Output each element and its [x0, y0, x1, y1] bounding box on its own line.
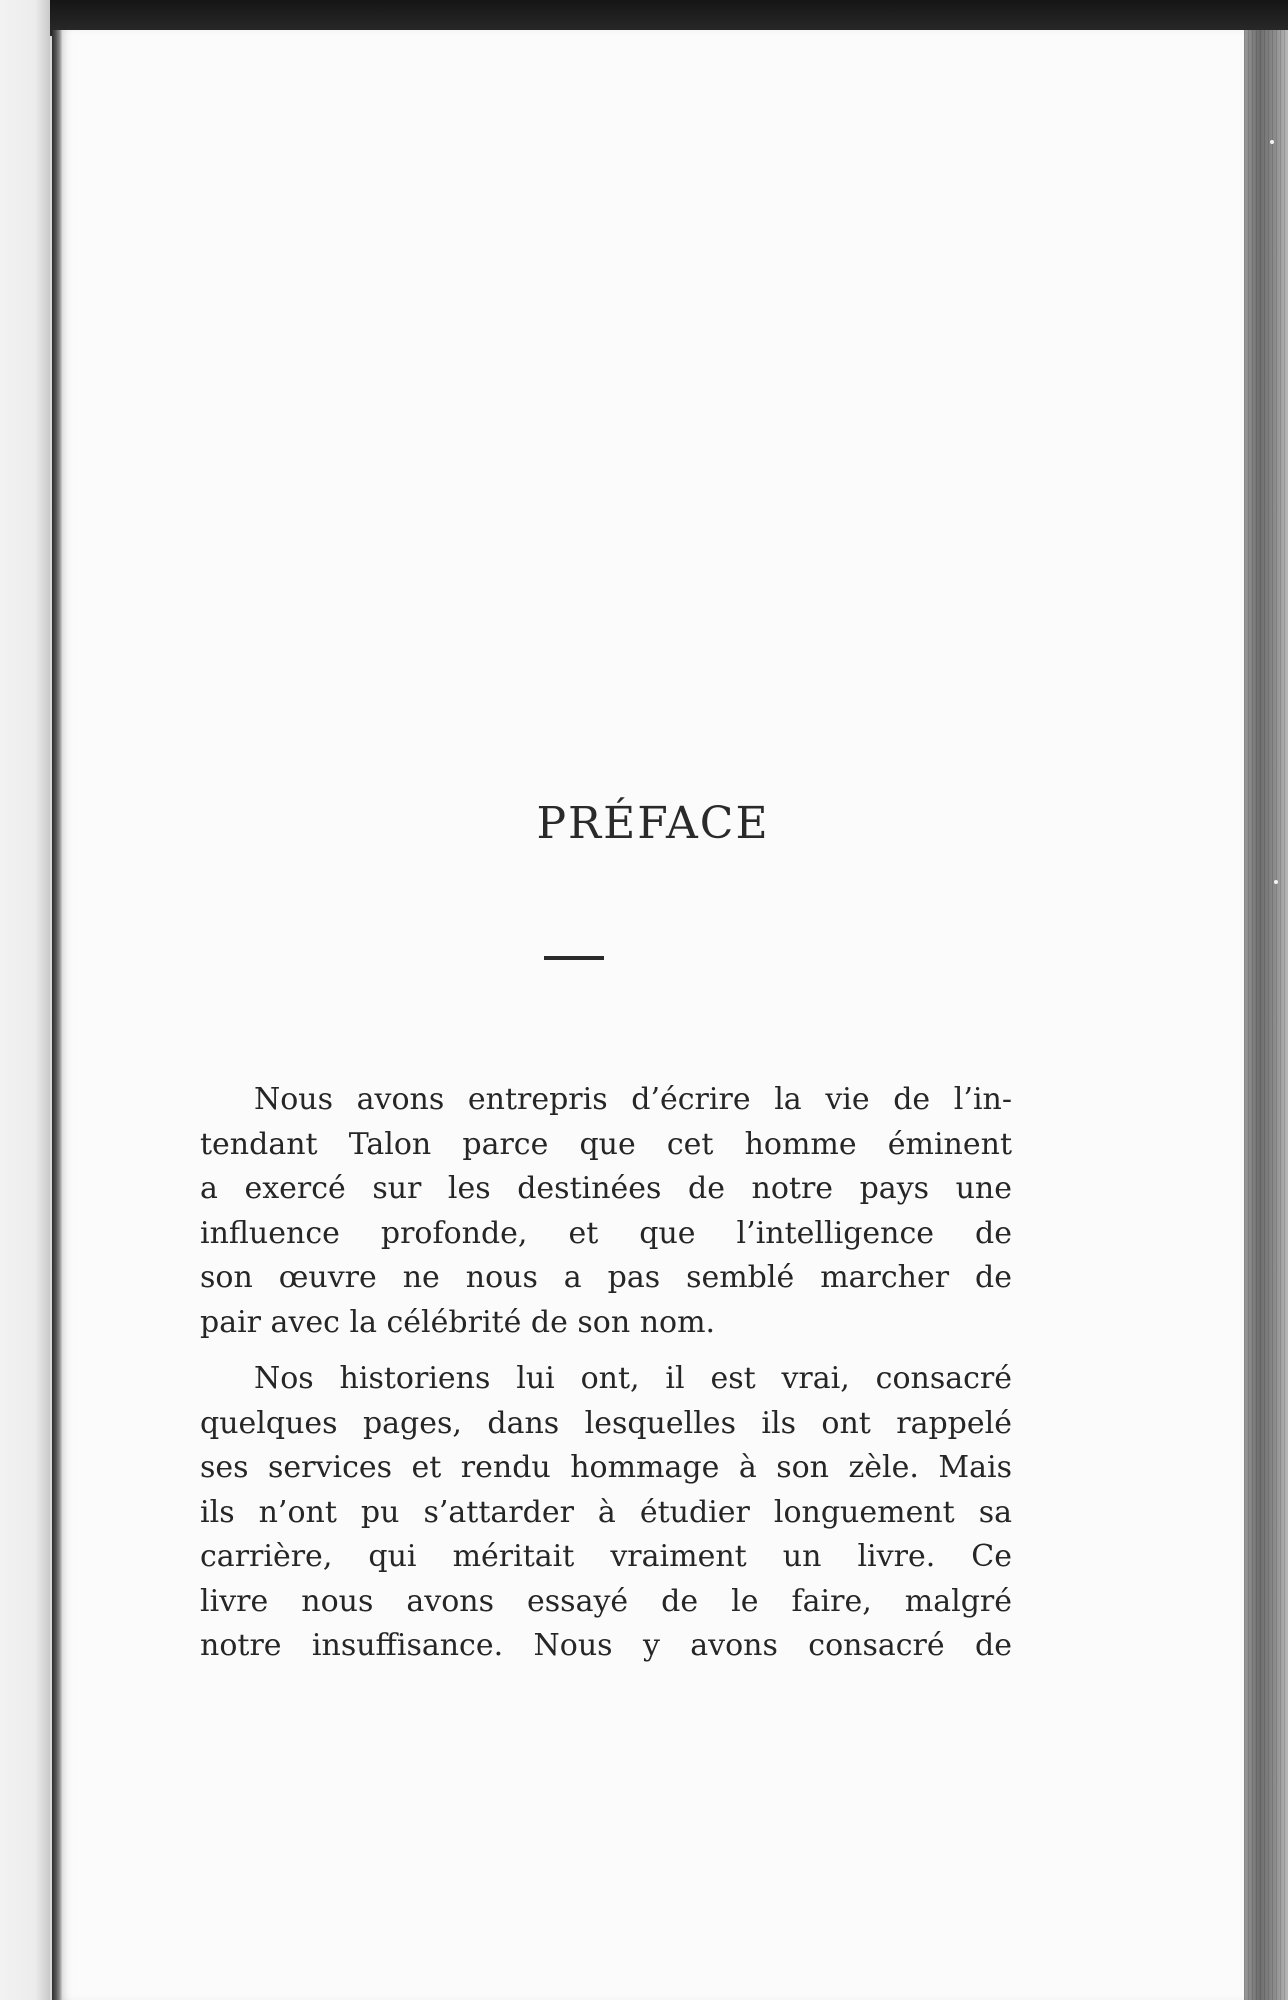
text-line: livre nous avons essayé de le faire, malgré — [200, 1583, 1012, 1619]
text-line: influence profonde, et que l’intelligence de — [200, 1215, 1012, 1251]
page-block-edge — [1244, 30, 1288, 2000]
text-line: tendant Talon parce que cet homme éminent — [200, 1126, 1012, 1162]
facing-page-edge — [0, 0, 50, 2000]
book-page — [62, 30, 1244, 2000]
paragraph-2 — [200, 1357, 1012, 1669]
text-line: pair avec la célébrité de son nom. — [200, 1304, 716, 1340]
text-line: quelques pages, dans lesquelles ils ont rappelé — [200, 1405, 1012, 1441]
text-line: notre insuffisance. Nous y avons consacré de — [200, 1628, 1012, 1663]
paragraph-1 — [200, 1078, 1012, 1345]
text-line: ses services et rendu hommage à son zèle. Mais — [200, 1450, 1012, 1485]
text-line: carrière, qui méritait vraiment un livre. Ce — [200, 1539, 1012, 1574]
edge-speck — [1270, 140, 1274, 144]
text-line: Nous avons entrepris d’écrire la vie de l’in- — [254, 1082, 1012, 1117]
edge-speck — [1274, 880, 1278, 884]
page-title: PRÉFACE — [536, 798, 770, 849]
preface-text — [200, 1078, 1012, 1669]
title-rule — [544, 956, 604, 960]
text-line: ils n’ont pu s’attarder à étudier longuement sa — [200, 1494, 1012, 1530]
text-line: Nos historiens lui ont, il est vrai, consacré — [254, 1361, 1012, 1396]
book-gutter — [52, 30, 62, 2000]
text-line: son œuvre ne nous a pas semblé marcher de — [200, 1260, 1012, 1295]
text-line: a exercé sur les destinées de notre pays une — [200, 1171, 1012, 1206]
